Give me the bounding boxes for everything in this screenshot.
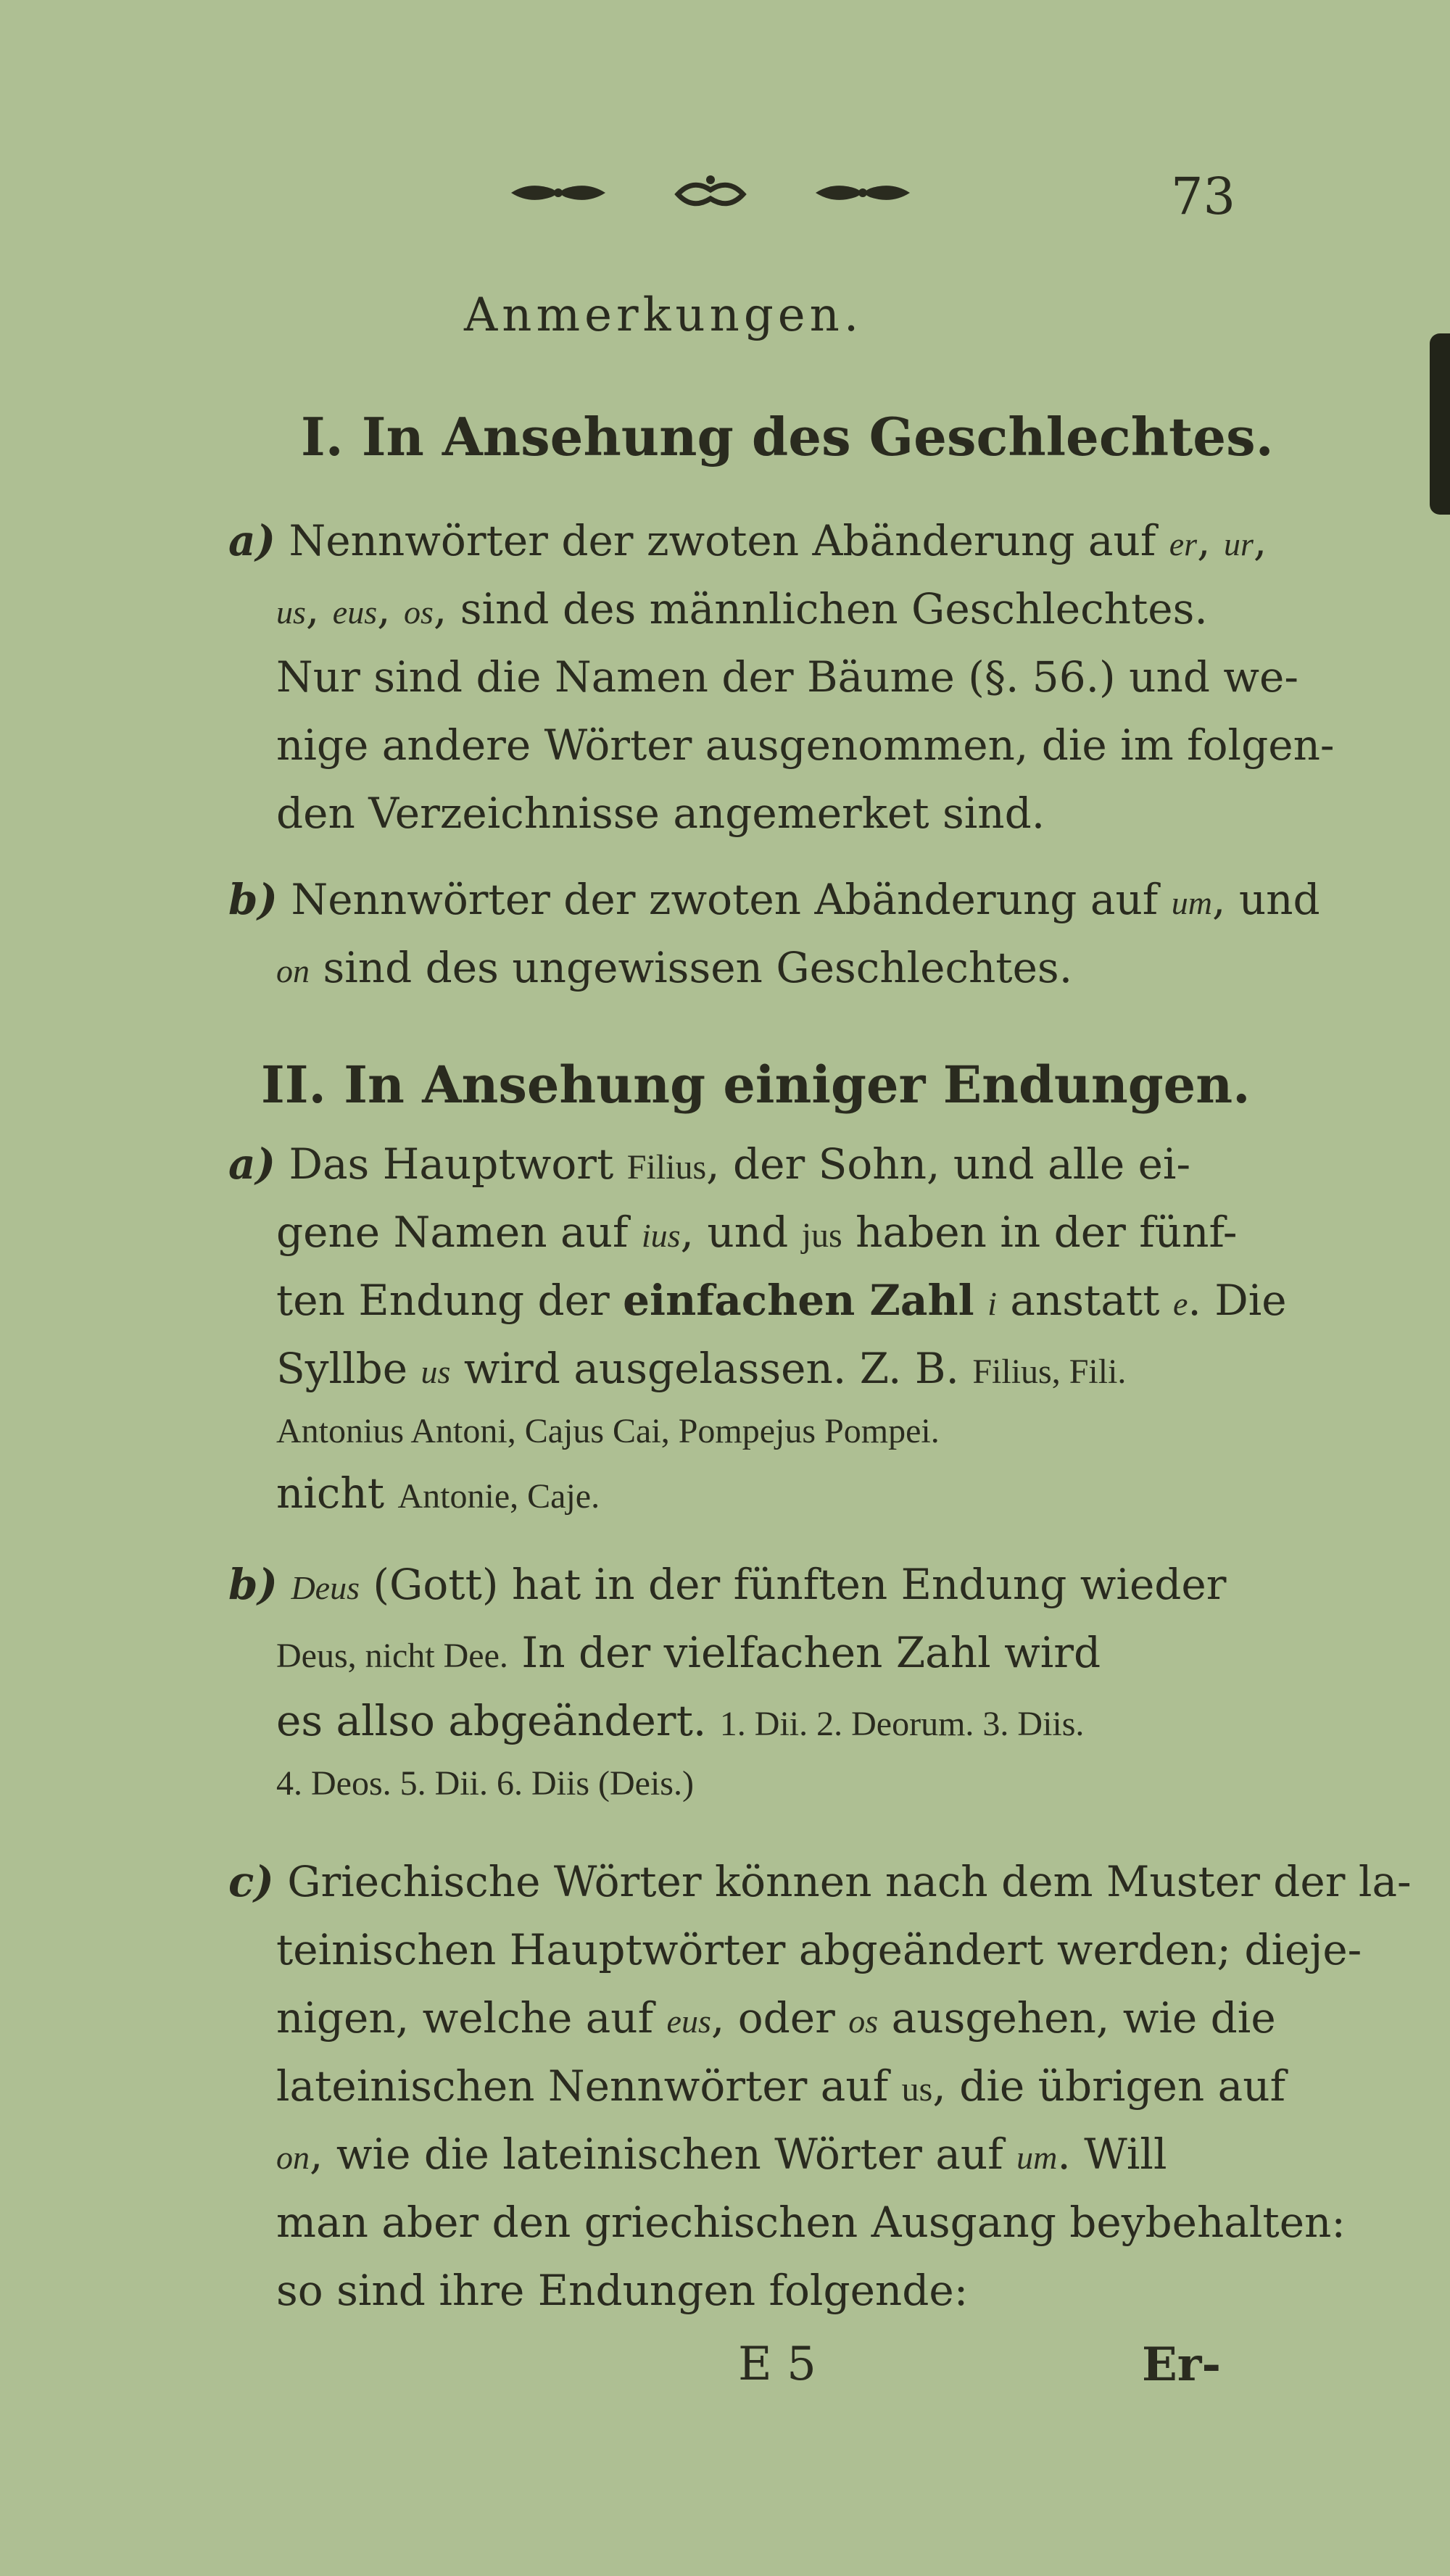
ornament-left-icon: [508, 178, 609, 207]
paragraph-a-endings: a) Das Hauptwort Filius, der Sohn, und alle ei- gene Namen auf ius, und jus haben in der fünf- ten Endung der einfachen Zahl i anstatt e. Die Syllbe us wird ausgelassen. Z. B. Filius, Fili. Antonius Antoni, Cajus Cai, Pompejus Pompei. nicht Antonie, Caje.: [228, 1139, 1287, 1518]
ornament-center-icon: [671, 173, 750, 213]
catchword: Er-: [1142, 2338, 1222, 2392]
paragraph-c-greek: c) Griechische Wörter können nach dem Muster der la- teinischen Hauptwörter abgeändert werden; dieje- nigen, welche auf eus, oder os ausgehen, wie die lateinischen Nennwörter auf us, die übrigen auf on, wie die lateinischen Wörter auf um. Will man aber den griechischen Ausgang beybehalten: so sind ihre Endungen folgende:: [228, 1857, 1412, 2315]
ornament-right-icon: [812, 178, 914, 207]
paragraph-b-gender: b) Nennwörter der zwoten Abänderung auf um, und on sind des ungewissen Geschlechtes.: [228, 875, 1320, 992]
page-edge-shadow: [1430, 333, 1450, 515]
paragraph-b-deus: b) Deus (Gott) hat in der fünften Endung wieder Deus, nicht Dee. In der vielfachen Zahl wird es allso abgeändert. 1. Dii. 2. Deorum. 3. Diis. 4. Deos. 5. Dii. 6. Diis (Deis.): [228, 1560, 1227, 1803]
section-title: Anmerkungen.: [464, 288, 863, 342]
heading-endings: II. In Ansehung einiger Endungen.: [261, 1055, 1251, 1115]
heading-gender: I. In Ansehung des Geschlechtes.: [301, 406, 1274, 468]
header-ornament: [508, 171, 914, 215]
signature-mark: E 5: [738, 2338, 816, 2391]
paragraph-a-gender: a) Nennwörter der zwoten Abänderung auf er, ur, us, eus, os, sind des männlichen Geschlechtes. Nur sind die Namen der Bäume (§. 56.) und we- nige andere Wörter ausgenommen, die im folgen- den Verzeichnisse angemerket sind.: [228, 516, 1335, 838]
page-number: 73: [1171, 167, 1236, 226]
item-marker: a): [228, 516, 276, 565]
